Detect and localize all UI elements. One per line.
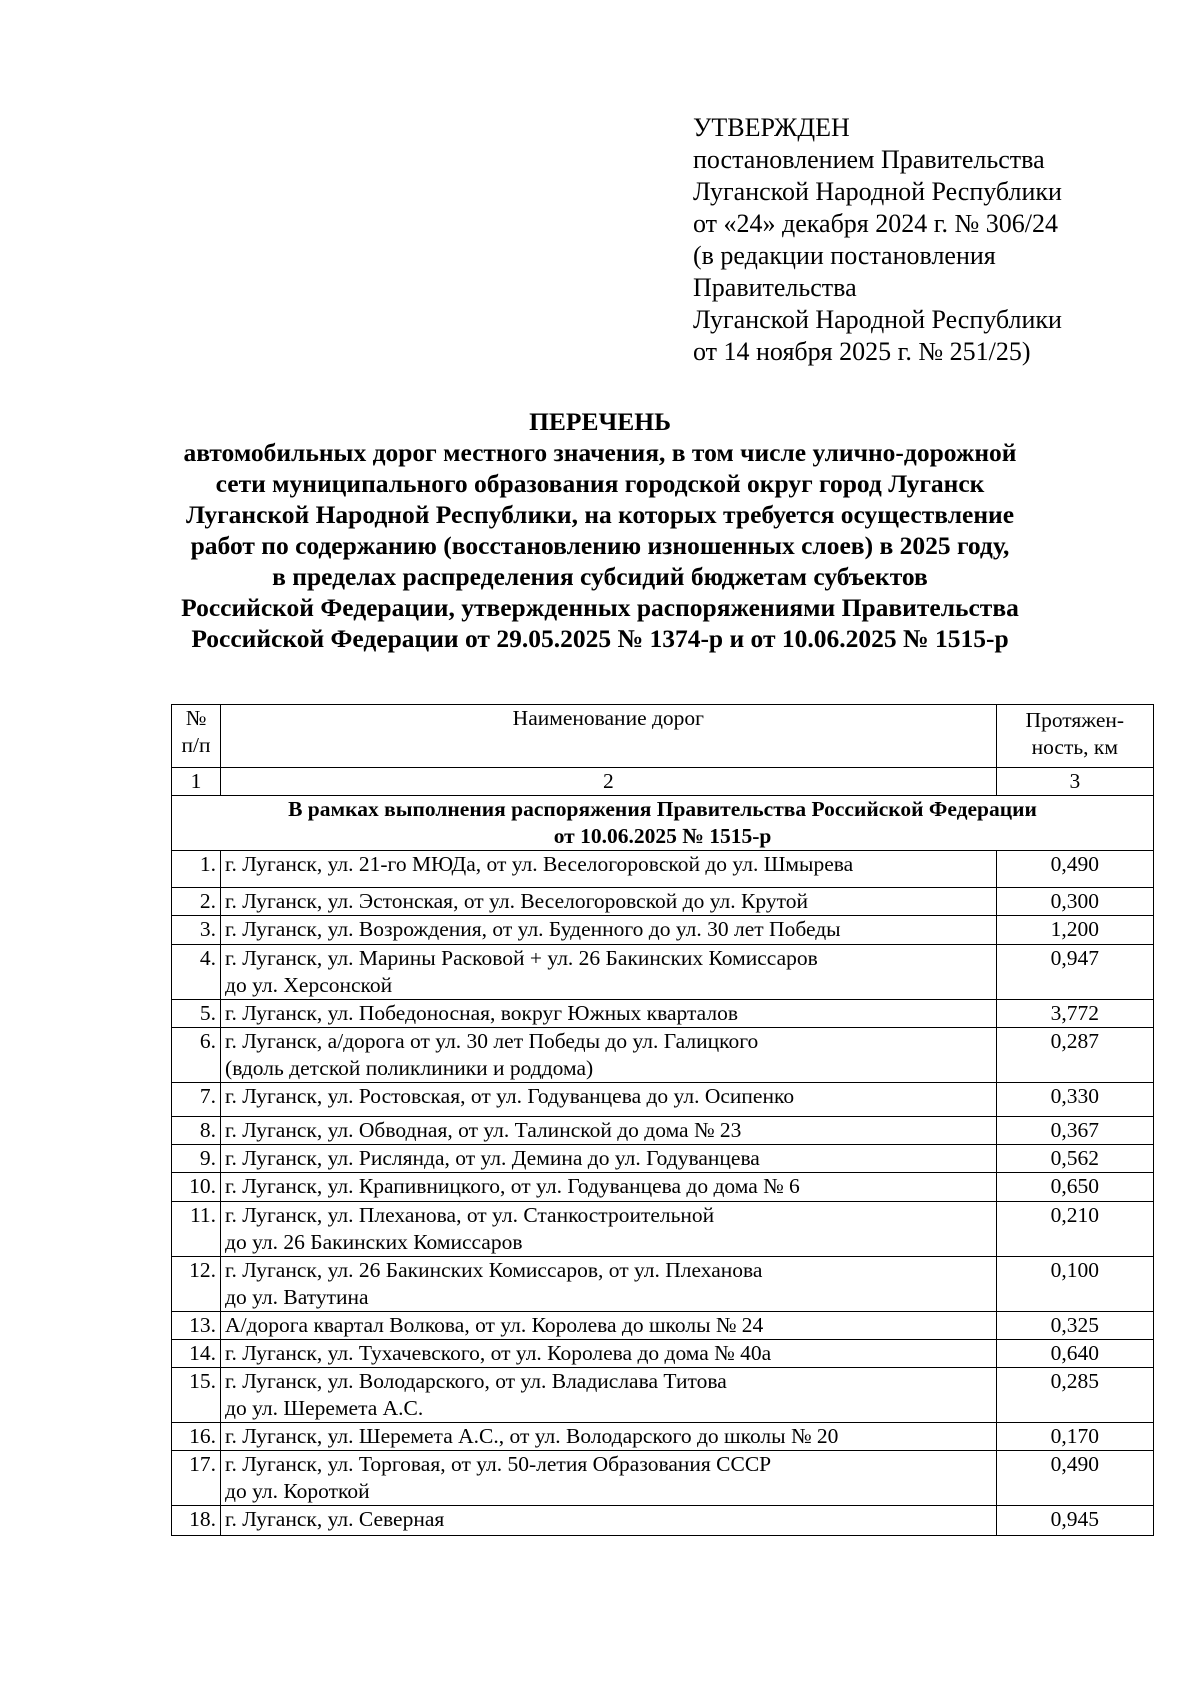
row-number: 15.	[172, 1368, 221, 1423]
road-length: 0,330	[996, 1083, 1153, 1117]
table-row	[172, 1451, 1154, 1506]
road-length: 0,300	[996, 888, 1153, 916]
row-number: 14.	[172, 1340, 221, 1368]
road-name-line: до ул. Шеремета А.С.	[225, 1396, 424, 1420]
road-name-line: до ул. Херсонской	[225, 973, 393, 997]
approval-line: Луганской Народной Республики	[693, 177, 1062, 206]
road-name	[221, 1312, 997, 1340]
road-length: 0,650	[996, 1173, 1153, 1202]
road-length: 0,490	[996, 1451, 1153, 1506]
road-length: 0,170	[996, 1423, 1153, 1451]
row-number: 3.	[172, 916, 221, 945]
row-number: 18.	[172, 1506, 221, 1536]
document-title	[150, 406, 1050, 654]
road-name	[221, 1202, 997, 1257]
row-number: 8.	[172, 1117, 221, 1145]
road-name-line: г. Луганск, ул. 21-го МЮДа, от ул. Веселогоровской до ул. Шмырева	[225, 852, 854, 876]
table-row	[172, 1368, 1154, 1423]
road-name	[221, 1173, 997, 1202]
road-name	[221, 1028, 997, 1083]
table-row	[172, 1202, 1154, 1257]
road-name-line: г. Луганск, ул. Обводная, от ул. Талинской до дома № 23	[225, 1118, 742, 1142]
title-line: сети муниципального образования городской округ город Луганск	[215, 469, 985, 498]
table-header-row	[172, 705, 1154, 768]
road-name-line: г. Луганск, ул. Рислянда, от ул. Демина до ул. Годуванцева	[225, 1146, 760, 1170]
road-length: 3,772	[996, 1000, 1153, 1028]
road-name-line: г. Луганск, ул. 26 Бакинских Комиссаров, от ул. Плеханова	[225, 1258, 763, 1282]
row-number: 11.	[172, 1202, 221, 1257]
row-number: 5.	[172, 1000, 221, 1028]
road-name	[221, 1368, 997, 1423]
title-line: Луганской Народной Республики, на которых требуется осуществление	[185, 500, 1015, 529]
row-number: 17.	[172, 1451, 221, 1506]
header-length-line: ность, км	[1031, 735, 1118, 759]
row-number: 12.	[172, 1257, 221, 1312]
road-name-line: г. Луганск, ул. Плеханова, от ул. Станкостроительной	[225, 1203, 715, 1227]
title-line: Российской Федерации от 29.05.2025 № 1374-р и от 10.06.2025 № 1515-р	[191, 624, 1009, 653]
table-row	[172, 1000, 1154, 1028]
road-name-line: г. Луганск, ул. Володарского, от ул. Владислава Титова	[225, 1369, 727, 1393]
approval-line: Правительства	[693, 273, 857, 302]
road-length: 0,287	[996, 1028, 1153, 1083]
road-name-line: до ул. Короткой	[225, 1479, 370, 1503]
road-name	[221, 1423, 997, 1451]
header-num-line: п/п	[181, 733, 211, 757]
row-number: 1.	[172, 851, 221, 888]
row-number: 6.	[172, 1028, 221, 1083]
road-name-line: г. Луганск, ул. Шеремета А.С., от ул. Володарского до школы № 20	[225, 1424, 839, 1448]
roads-table	[171, 704, 1154, 1536]
road-length: 0,490	[996, 851, 1153, 888]
section-title	[172, 796, 1154, 851]
road-name-line: г. Луганск, ул. Крапивницкого, от ул. Годуванцева до дома № 6	[225, 1174, 800, 1198]
road-name-line: г. Луганск, ул. Победоносная, вокруг Южных кварталов	[225, 1001, 739, 1025]
road-name-line: г. Луганск, ул. Ростовская, от ул. Годуванцева до ул. Осипенко	[225, 1084, 795, 1108]
road-name	[221, 1083, 997, 1117]
road-name-line: г. Луганск, ул. Торговая, от ул. 50-летия Образования СССР	[225, 1452, 772, 1476]
table-row	[172, 1506, 1154, 1536]
approval-line: от «24» декабря 2024 г. № 306/24	[693, 209, 1059, 238]
road-length: 0,325	[996, 1312, 1153, 1340]
header-num-line: №	[185, 706, 207, 730]
row-number: 4.	[172, 945, 221, 1000]
title-heading: ПЕРЕЧЕНЬ	[529, 407, 671, 436]
title-line: автомобильных дорог местного значения, в том числе улично-дорожной	[183, 438, 1017, 467]
road-name	[221, 1117, 997, 1145]
header-name: Наименование дорог	[221, 705, 997, 768]
road-name-line: А/дорога квартал Волкова, от ул. Королева до школы № 24	[225, 1313, 764, 1337]
column-number: 3	[996, 768, 1153, 796]
road-name	[221, 1506, 997, 1536]
column-numbers-row	[172, 768, 1154, 796]
road-name-line: г. Луганск, ул. Марины Расковой + ул. 26 Бакинских Комиссаров	[225, 946, 818, 970]
table-row	[172, 1117, 1154, 1145]
road-name	[221, 916, 997, 945]
title-line: работ по содержанию (восстановлению изношенных слоев) в 2025 году,	[190, 531, 1010, 560]
table-row	[172, 916, 1154, 945]
table-row	[172, 888, 1154, 916]
table-row	[172, 1257, 1154, 1312]
road-name-line: г. Луганск, а/дорога от ул. 30 лет Победы до ул. Галицкого	[225, 1029, 759, 1053]
road-length: 0,562	[996, 1145, 1153, 1173]
road-length: 0,285	[996, 1368, 1153, 1423]
header-length-line: Протяжен-	[1025, 708, 1125, 732]
row-number: 16.	[172, 1423, 221, 1451]
road-name	[221, 1145, 997, 1173]
title-line: Российской Федерации, утвержденных распоряжениями Правительства	[181, 593, 1019, 622]
road-name-line: г. Луганск, ул. Возрождения, от ул. Буденного до ул. 30 лет Победы	[225, 917, 841, 941]
road-name-line: г. Луганск, ул. Эстонская, от ул. Веселогоровской до ул. Крутой	[225, 889, 808, 913]
road-name	[221, 851, 997, 888]
row-number: 9.	[172, 1145, 221, 1173]
approval-line: УТВЕРЖДЕН	[693, 113, 850, 142]
section-title-line: от 10.06.2025 № 1515-р	[553, 824, 772, 848]
row-number: 10.	[172, 1173, 221, 1202]
table-row	[172, 945, 1154, 1000]
road-name-line: г. Луганск, ул. Тухачевского, от ул. Королева до дома № 40а	[225, 1341, 772, 1365]
table-row	[172, 1028, 1154, 1083]
road-name	[221, 1340, 997, 1368]
table-row	[172, 1312, 1154, 1340]
row-number: 7.	[172, 1083, 221, 1117]
road-name	[221, 945, 997, 1000]
table-row	[172, 1340, 1154, 1368]
approval-line: (в редакции постановления	[693, 241, 996, 270]
road-name-line: до ул. 26 Бакинских Комиссаров	[225, 1230, 523, 1254]
column-number: 2	[221, 768, 997, 796]
section-row	[172, 796, 1154, 851]
table-row	[172, 851, 1154, 888]
road-length: 0,945	[996, 1506, 1153, 1536]
row-number: 2.	[172, 888, 221, 916]
road-length: 1,200	[996, 916, 1153, 945]
approval-stamp	[693, 112, 1062, 368]
approval-line: от 14 ноября 2025 г. № 251/25)	[693, 337, 1031, 366]
section-title-line: В рамках выполнения распоряжения Правительства Российской Федерации	[288, 797, 1037, 821]
road-name-line: (вдоль детской поликлиники и роддома)	[225, 1056, 594, 1080]
table-row	[172, 1145, 1154, 1173]
table-row	[172, 1173, 1154, 1202]
approval-line: постановлением Правительства	[693, 145, 1045, 174]
title-line: в пределах распределения субсидий бюджетам субъектов	[272, 562, 928, 591]
table-row	[172, 1423, 1154, 1451]
road-name-line: до ул. Ватутина	[225, 1285, 369, 1309]
road-length: 0,947	[996, 945, 1153, 1000]
table-row	[172, 1083, 1154, 1117]
road-length: 0,210	[996, 1202, 1153, 1257]
column-number: 1	[172, 768, 221, 796]
road-name	[221, 1000, 997, 1028]
header-num	[172, 705, 221, 768]
road-name	[221, 1451, 997, 1506]
row-number: 13.	[172, 1312, 221, 1340]
road-name-line: г. Луганск, ул. Северная	[225, 1507, 445, 1531]
road-name	[221, 888, 997, 916]
approval-line: Луганской Народной Республики	[693, 305, 1062, 334]
road-name	[221, 1257, 997, 1312]
road-length: 0,367	[996, 1117, 1153, 1145]
road-length: 0,100	[996, 1257, 1153, 1312]
road-length: 0,640	[996, 1340, 1153, 1368]
header-length	[996, 705, 1153, 768]
